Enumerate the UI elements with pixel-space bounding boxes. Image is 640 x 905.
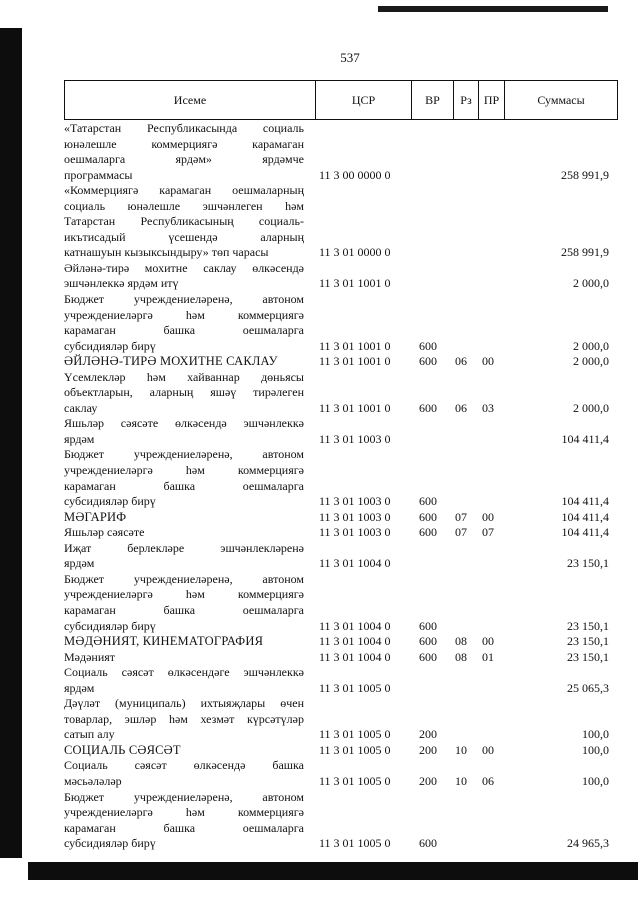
row-vr: 600 [419, 400, 437, 415]
row-csr: 11 3 00 0000 0 [319, 167, 391, 182]
row-sum: 258 991,9 [561, 167, 609, 182]
row-csr: 11 3 01 1005 0 [319, 773, 391, 788]
row-csr: 11 3 01 1001 0 [319, 338, 391, 353]
header-csr: ЦСР [316, 81, 412, 119]
row-name-line: ярдәм [64, 431, 95, 446]
table-row [64, 743, 618, 759]
row-name-line: учреждениеләргә һәм коммерциягә [64, 587, 304, 602]
row-pr: 01 [482, 649, 494, 664]
row-name-line: субсидияләр бирү [64, 618, 156, 633]
row-name-line: Дәүләт (муниципаль) ихтыяҗлары өчен [64, 696, 304, 711]
row-vr: 600 [419, 494, 437, 509]
table-row [64, 634, 618, 650]
row-name [64, 447, 304, 509]
row-csr: 11 3 01 1004 0 [319, 649, 391, 664]
row-csr: 11 3 01 1001 0 [319, 400, 391, 415]
row-vr: 600 [419, 509, 437, 524]
row-sum: 104 411,4 [561, 431, 609, 446]
table-row [64, 541, 618, 572]
row-csr: 11 3 01 1001 0 [319, 354, 391, 369]
row-name-line: Яшьләр сәясәте [64, 525, 145, 540]
table-row [64, 416, 618, 447]
row-name-line: Бюджет учреждениеләренә, автоном [64, 447, 304, 462]
row-name-line: карамаган башка оешмаларга [64, 820, 304, 835]
row-name-line: сатып алу [64, 727, 115, 742]
header-vr: ВР [412, 81, 454, 119]
row-name-line: саклау [64, 400, 98, 415]
row-name-line: учреждениеләргә һәм коммерциягә [64, 307, 304, 322]
row-name-line: СОЦИАЛЬ СӘЯСӘТ [64, 742, 181, 757]
table-row [64, 183, 618, 261]
row-vr: 600 [419, 649, 437, 664]
row-rz: 07 [455, 525, 467, 540]
row-name [64, 370, 304, 417]
row-name-line: субсидияләр бирү [64, 338, 156, 353]
row-sum: 23 150,1 [567, 649, 609, 664]
row-name-line: МӘГАРИФ [64, 509, 127, 524]
row-name [64, 634, 304, 650]
row-vr: 600 [419, 354, 437, 369]
row-csr: 11 3 01 1003 0 [319, 525, 391, 540]
row-name-line: Үсемлекләр һәм хайваннар дөньясы [64, 369, 304, 384]
row-name-line: Иҗат берлекләре эшчәнлекләренә [64, 540, 304, 555]
row-sum: 23 150,1 [567, 618, 609, 633]
row-name-line: эшчәнлеккә ярдәм итү [64, 276, 179, 291]
row-csr: 11 3 01 1005 0 [319, 836, 391, 851]
row-name-line: Мәдәният [64, 649, 116, 664]
row-sum: 24 965,3 [567, 836, 609, 851]
row-vr: 200 [419, 727, 437, 742]
row-name [64, 261, 304, 292]
row-sum: 2 000,0 [573, 400, 609, 415]
table-row [64, 665, 618, 696]
row-name [64, 665, 304, 696]
row-sum: 258 991,9 [561, 245, 609, 260]
row-name-line: учреждениеләргә һәм коммерциягә [64, 463, 304, 478]
header-pr: ПР [479, 81, 505, 119]
row-vr: 600 [419, 525, 437, 540]
row-csr: 11 3 01 1003 0 [319, 494, 391, 509]
row-vr: 600 [419, 634, 437, 649]
row-name-line: карамаган башка оешмаларга [64, 323, 304, 338]
row-csr: 11 3 01 1001 0 [319, 276, 391, 291]
row-name [64, 510, 304, 526]
row-csr: 11 3 01 1005 0 [319, 727, 391, 742]
row-name-line: мәсьәләләр [64, 773, 122, 788]
row-name-line: карамаган башка оешмаларга [64, 602, 304, 617]
row-pr: 00 [482, 742, 494, 757]
row-name-line: Бюджет учреждениеләренә, автоном [64, 789, 304, 804]
row-sum: 2 000,0 [573, 276, 609, 291]
row-pr: 06 [482, 773, 494, 788]
row-rz: 07 [455, 509, 467, 524]
row-name [64, 696, 304, 743]
row-name-line: товарлар, эшләр һәм хезмәт күрсәтүләр [64, 711, 304, 726]
row-name [64, 416, 304, 447]
row-pr: 07 [482, 525, 494, 540]
table-row [64, 758, 618, 789]
row-name-line: Әйләнә-тирә мохитне саклау өлкәсендә [64, 260, 304, 275]
header-sum: Суммасы [537, 92, 585, 107]
row-rz: 10 [455, 742, 467, 757]
row-vr: 200 [419, 773, 437, 788]
row-rz: 08 [455, 649, 467, 664]
row-vr: 600 [419, 836, 437, 851]
row-name [64, 121, 304, 183]
row-name-line: катнашуын кызыксындыру» төп чарасы [64, 245, 269, 260]
row-sum: 104 411,4 [561, 525, 609, 540]
row-name-line: икътисадый үсешендә аларның [64, 229, 304, 244]
table-header [64, 80, 618, 120]
row-csr: 11 3 01 1005 0 [319, 680, 391, 695]
table-row [64, 696, 618, 743]
row-csr: 11 3 01 0000 0 [319, 245, 391, 260]
row-name-line: субсидияләр бирү [64, 494, 156, 509]
scan-shadow-top [378, 6, 608, 12]
row-sum: 100,0 [582, 773, 609, 788]
row-csr: 11 3 01 1004 0 [319, 618, 391, 633]
row-rz: 06 [455, 354, 467, 369]
row-name-line: ярдәм [64, 556, 95, 571]
table-row [64, 650, 618, 666]
row-name-line: МӘДӘНИЯТ, КИНЕМАТОГРАФИЯ [64, 634, 264, 649]
row-csr: 11 3 01 1003 0 [319, 431, 391, 446]
table-row [64, 510, 618, 526]
row-name [64, 758, 304, 789]
table-row [64, 261, 618, 292]
row-name-line: ярдәм [64, 680, 95, 695]
row-sum: 100,0 [582, 742, 609, 757]
header-rz: Рз [454, 81, 479, 119]
row-name [64, 354, 304, 370]
table-row [64, 525, 618, 541]
row-name [64, 525, 304, 541]
row-name-line: Социаль сәясәт өлкәсендәге эшчәнлеккә [64, 665, 304, 680]
table-row [64, 292, 618, 354]
row-rz: 10 [455, 773, 467, 788]
row-name-line: Социаль сәясәт өлкәсендә башка [64, 758, 304, 773]
row-sum: 100,0 [582, 727, 609, 742]
row-name-line: программасы [64, 167, 133, 182]
row-sum: 104 411,4 [561, 494, 609, 509]
row-name-line: учреждениеләргә һәм коммерциягә [64, 805, 304, 820]
row-pr: 00 [482, 634, 494, 649]
row-vr: 200 [419, 742, 437, 757]
row-name [64, 790, 304, 852]
row-name-line: Бюджет учреждениеләренә, автоном [64, 571, 304, 586]
table-row [64, 572, 618, 634]
row-pr: 03 [482, 400, 494, 415]
row-name-line: субсидияләр бирү [64, 836, 156, 851]
row-pr: 00 [482, 509, 494, 524]
row-csr: 11 3 01 1003 0 [319, 509, 391, 524]
row-sum: 25 065,3 [567, 680, 609, 695]
page-number: 537 [340, 50, 360, 65]
row-name-line: Яшьләр сәясәте өлкәсендә эшчәнлеккә [64, 416, 304, 431]
row-name [64, 541, 304, 572]
row-name [64, 183, 304, 261]
row-sum: 104 411,4 [561, 509, 609, 524]
row-name [64, 650, 304, 666]
row-name-line: карамаган башка оешмаларга [64, 478, 304, 493]
row-name-line: Бюджет учреждениеләренә, автоном [64, 292, 304, 307]
table-row [64, 790, 618, 852]
row-pr: 00 [482, 354, 494, 369]
table-row [64, 370, 618, 417]
row-name-line: объектларын, аларның яшәү тирәлеген [64, 385, 304, 400]
scan-shadow-bottom [28, 862, 638, 880]
table-body [64, 121, 618, 852]
row-name [64, 572, 304, 634]
row-name-line: «Татарстан Республикасында социаль [64, 121, 304, 135]
row-csr: 11 3 01 1005 0 [319, 742, 391, 757]
table-row [64, 121, 618, 183]
row-csr: 11 3 01 1004 0 [319, 634, 391, 649]
row-sum: 23 150,1 [567, 634, 609, 649]
table-row [64, 447, 618, 509]
row-name-line: юнәлешле коммерциягә карамаган [64, 136, 304, 151]
row-vr: 600 [419, 338, 437, 353]
row-rz: 06 [455, 400, 467, 415]
row-name-line: социаль юнәлешле эшчәнлеген һәм [64, 198, 304, 213]
row-vr: 600 [419, 618, 437, 633]
row-sum: 23 150,1 [567, 556, 609, 571]
table-row [64, 354, 618, 370]
row-name [64, 292, 304, 354]
row-name-line: Татарстан Республикасының социаль- [64, 214, 304, 229]
row-name-line: ӘЙЛӘНӘ-ТИРӘ МОХИТНЕ САКЛАУ [64, 354, 278, 369]
row-name-line: оешмаларга ярдәм» ярдәмче [64, 152, 304, 167]
row-rz: 08 [455, 634, 467, 649]
row-name [64, 743, 304, 759]
row-sum: 2 000,0 [573, 354, 609, 369]
header-name: Исеме [65, 81, 316, 119]
row-name-line: «Коммерциягә карамаган оешмаларның [64, 183, 304, 198]
row-sum: 2 000,0 [573, 338, 609, 353]
row-csr: 11 3 01 1004 0 [319, 556, 391, 571]
scan-shadow-left [0, 28, 22, 858]
